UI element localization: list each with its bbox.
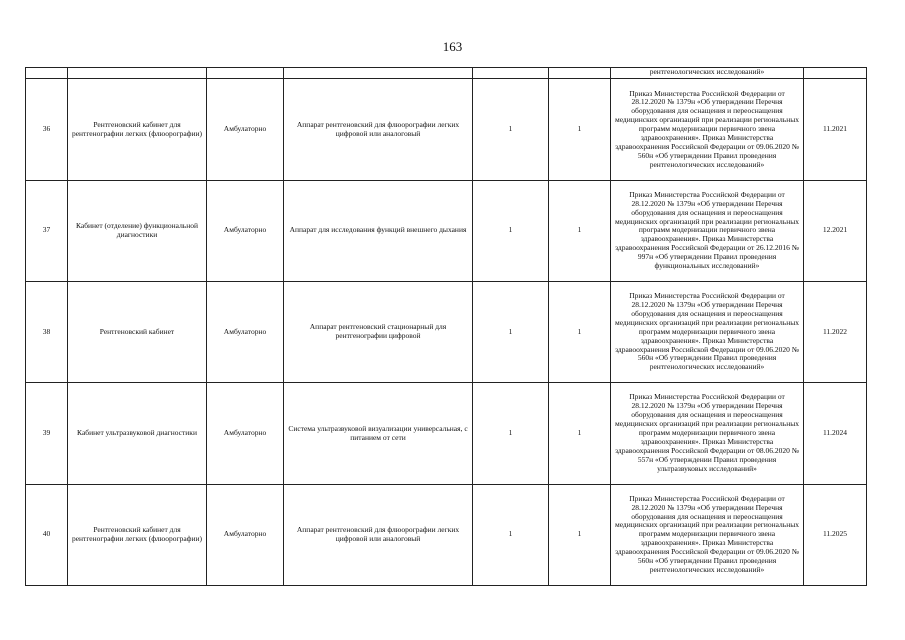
cell-quantity-a: 1: [473, 79, 549, 180]
cell-empty: [549, 68, 611, 79]
continuation-row: [26, 68, 867, 79]
table-row: [26, 79, 867, 180]
cell-quantity-b: 1: [549, 484, 611, 585]
cell-room-name: Рентгеновский кабинет для рентгенографии легких (флюорографии): [68, 484, 207, 585]
cell-room-name: Рентгеновский кабинет: [68, 282, 207, 383]
table-body: [26, 68, 867, 586]
cell-device-name: Аппарат рентгеновский для флюорографии легких цифровой или аналоговый: [284, 484, 473, 585]
cell-quantity-b: 1: [549, 383, 611, 484]
equipment-table: [25, 67, 867, 586]
cell-care-mode: Амбулаторно: [207, 282, 284, 383]
cell-room-name: Кабинет ультразвуковой диагностики: [68, 383, 207, 484]
cell-date: 11.2024: [804, 383, 867, 484]
cell-device-name: Аппарат для исследования функций внешнего дыхания: [284, 180, 473, 281]
cell-row-number: 39: [26, 383, 68, 484]
table-row: [26, 180, 867, 281]
cell-care-mode: Амбулаторно: [207, 79, 284, 180]
cell-row-number: 38: [26, 282, 68, 383]
cell-quantity-a: 1: [473, 383, 549, 484]
cell-empty: [473, 68, 549, 79]
cell-date: 11.2022: [804, 282, 867, 383]
cell-legal-basis: Приказ Министерства Российской Федерации от 28.12.2020 № 1379н «Об утверждении Перечня оборудования для оснащения и переоснащения медицинских организаций при реализации региональных программ модернизации первичного звена здравоохранения». Приказ Министерства здравоохранения Российской Федерации от 09.06.2020 № 560н «Об утверждении Правил проведения рентгенологических исследований»: [611, 282, 804, 383]
cell-room-name: Кабинет (отделение) функциональной диагностики: [68, 180, 207, 281]
cell-room-name: Рентгеновский кабинет для рентгенографии легких (флюорографии): [68, 79, 207, 180]
cell-quantity-b: 1: [549, 180, 611, 281]
cell-empty: [804, 68, 867, 79]
cell-quantity-a: 1: [473, 282, 549, 383]
cell-legal-basis: Приказ Министерства Российской Федерации от 28.12.2020 № 1379н «Об утверждении Перечня оборудования для оснащения и переоснащения медицинских организаций при реализации региональных программ модернизации первичного звена здравоохранения». Приказ Министерства здравоохранения Российской Федерации от 08.06.2020 № 557н «Об утверждении Правил проведения ультразвуковых исследований»: [611, 383, 804, 484]
page-number: 163: [442, 39, 463, 54]
cell-device-name: Система ультразвуковой визуализации универсальная, с питанием от сети: [284, 383, 473, 484]
table-row: [26, 484, 867, 585]
cell-row-number: 37: [26, 180, 68, 281]
cell-device-name: Аппарат рентгеновский для флюорографии легких цифровой или аналоговый: [284, 79, 473, 180]
cell-quantity-a: 1: [473, 484, 549, 585]
table-row: [26, 383, 867, 484]
cell-care-mode: Амбулаторно: [207, 180, 284, 281]
cell-legal-basis: Приказ Министерства Российской Федерации от 28.12.2020 № 1379н «Об утверждении Перечня оборудования для оснащения и переоснащения медицинских организаций при реализации региональных программ модернизации первичного звена здравоохранения». Приказ Министерства здравоохранения Российской Федерации от 09.06.2020 № 560н «Об утверждении Правил проведения рентгенологических исследований»: [611, 79, 804, 180]
cell-legal-basis: Приказ Министерства Российской Федерации от 28.12.2020 № 1379н «Об утверждении Перечня оборудования для оснащения и переоснащения медицинских организаций при реализации региональных программ модернизации первичного звена здравоохранения». Приказ Министерства здравоохранения Российской Федерации от 09.06.2020 № 560н «Об утверждении Правил проведения рентгенологических исследований»: [611, 484, 804, 585]
cell-row-number: 36: [26, 79, 68, 180]
cell-quantity-a: 1: [473, 180, 549, 281]
cell-empty: [68, 68, 207, 79]
cell-date: 11.2025: [804, 484, 867, 585]
cell-date: 12.2021: [804, 180, 867, 281]
cell-empty: [207, 68, 284, 79]
cell-date: 11.2021: [804, 79, 867, 180]
cell-empty: [284, 68, 473, 79]
cell-legal-basis: Приказ Министерства Российской Федерации от 28.12.2020 № 1379н «Об утверждении Перечня оборудования для оснащения и переоснащения медицинских организаций при реализации региональных программ модернизации первичного звена здравоохранения». Приказ Министерства здравоохранения Российской Федерации от 26.12.2016 № 997н «Об утверждении Правил проведения функциональных исследований»: [611, 180, 804, 281]
cell-legal-continuation: рентгенологических исследований»: [611, 68, 804, 79]
cell-quantity-b: 1: [549, 282, 611, 383]
cell-quantity-b: 1: [549, 79, 611, 180]
cell-row-number: 40: [26, 484, 68, 585]
cell-care-mode: Амбулаторно: [207, 484, 284, 585]
table-row: [26, 282, 867, 383]
cell-empty: [26, 68, 68, 79]
cell-device-name: Аппарат рентгеновский стационарный для рентгенографии цифровой: [284, 282, 473, 383]
cell-care-mode: Амбулаторно: [207, 383, 284, 484]
